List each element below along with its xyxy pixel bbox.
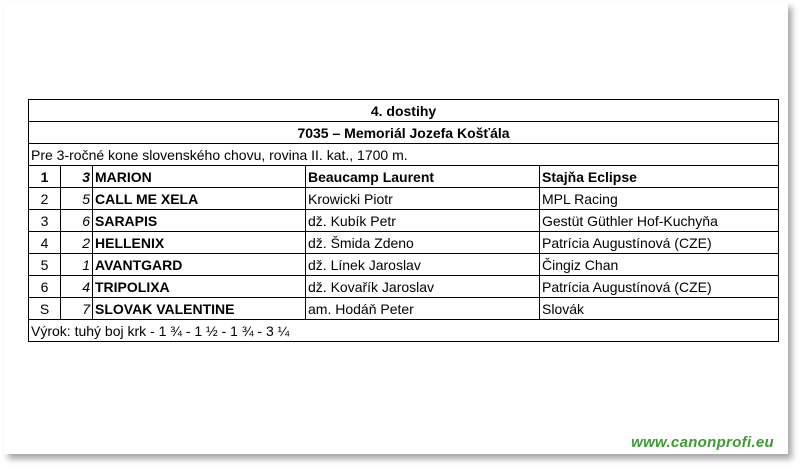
race-conditions-row: [29, 144, 779, 166]
horse-name: SLOVAK VALENTINE: [93, 298, 306, 320]
place: S: [29, 298, 61, 320]
table-row: [29, 210, 779, 232]
jockey: dž. Kovařík Jaroslav: [306, 276, 540, 298]
start-number: 2: [61, 232, 93, 254]
horse-name: SARAPIS: [93, 210, 306, 232]
owner: Patrícia Augustínová (CZE): [540, 276, 779, 298]
table-row: [29, 232, 779, 254]
start-number: 7: [61, 298, 93, 320]
jockey: dž. Kubík Petr: [306, 210, 540, 232]
table-row: [29, 254, 779, 276]
place: 4: [29, 232, 61, 254]
owner: MPL Racing: [540, 188, 779, 210]
table-row: [29, 298, 779, 320]
jockey: Krowicki Piotr: [306, 188, 540, 210]
owner: Patrícia Augustínová (CZE): [540, 232, 779, 254]
horse-name: HELLENIX: [93, 232, 306, 254]
place: 2: [29, 188, 61, 210]
place: 5: [29, 254, 61, 276]
start-number: 3: [61, 166, 93, 188]
document-sheet: [4, 2, 788, 454]
jockey: dž. Línek Jaroslav: [306, 254, 540, 276]
start-number: 4: [61, 276, 93, 298]
race-number-row: [29, 100, 779, 122]
owner: Čingiz Chan: [540, 254, 779, 276]
start-number: 1: [61, 254, 93, 276]
jockey: am. Hodáň Peter: [306, 298, 540, 320]
watermark: www.canonprofi.eu: [631, 434, 774, 451]
owner: Slovák: [540, 298, 779, 320]
race-conditions: Pre 3-ročné kone slovenského chovu, rovina II. kat., 1700 m.: [29, 144, 779, 166]
race-results-table: [28, 99, 779, 342]
jockey: Beaucamp Laurent: [306, 166, 540, 188]
start-number: 6: [61, 210, 93, 232]
owner: Gestüt Güthler Hof-Kuchyňa: [540, 210, 779, 232]
horse-name: CALL ME XELA: [93, 188, 306, 210]
table-row: [29, 166, 779, 188]
verdict-row: [29, 320, 779, 342]
horse-name: TRIPOLIXA: [93, 276, 306, 298]
jockey: dž. Šmida Zdeno: [306, 232, 540, 254]
race-number: 4. dostihy: [29, 100, 779, 122]
horse-name: MARION: [93, 166, 306, 188]
horse-name: AVANTGARD: [93, 254, 306, 276]
race-name: 7035 – Memoriál Jozefa Košťála: [29, 122, 779, 144]
place: 3: [29, 210, 61, 232]
table-row: [29, 276, 779, 298]
race-verdict: Výrok: tuhý boj krk - 1 ¾ - 1 ½ - 1 ¾ - 3 ¼: [29, 320, 779, 342]
race-name-row: [29, 122, 779, 144]
start-number: 5: [61, 188, 93, 210]
place: 1: [29, 166, 61, 188]
owner: Stajňa Eclipse: [540, 166, 779, 188]
table-row: [29, 188, 779, 210]
place: 6: [29, 276, 61, 298]
